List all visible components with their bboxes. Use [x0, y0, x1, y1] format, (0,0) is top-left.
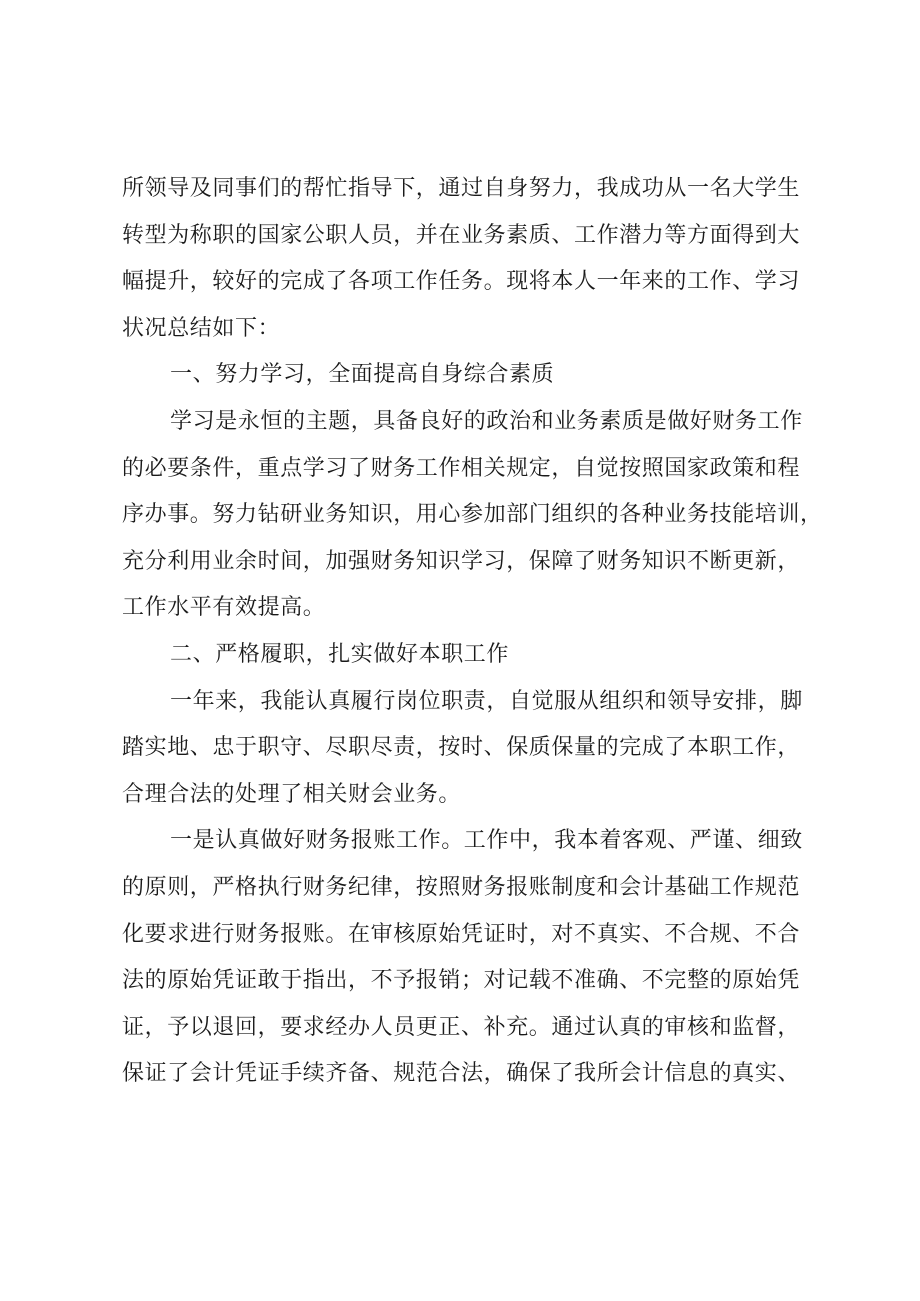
text-line: 的原则，严格执行财务纪律，按照财务报账制度和会计基础工作规范	[122, 874, 801, 900]
text-line: 状况总结如下：	[122, 315, 281, 341]
paragraph-start-line: 学习是永恒的主题，具备良好的政治和业务素质是做好财务工作	[170, 408, 803, 434]
text-line: 保证了会计凭证手续齐备、规范合法，确保了我所会计信息的真实、	[122, 1061, 801, 1087]
text-line: 合理合法的处理了相关财会业务。	[122, 781, 462, 807]
section-heading: 一、努力学习，全面提高自身综合素质	[170, 362, 555, 388]
text-line: 所领导及同事们的帮忙指导下，通过自身努力，我成功从一名大学生	[122, 176, 801, 201]
text-line: 证，予以退回，要求经办人员更正、补充。通过认真的审核和监督，	[122, 1014, 801, 1040]
text-line: 踏实地、忠于职守、尽职尽责，按时、保质保量的完成了本职工作，	[122, 735, 801, 761]
paragraph-start-line: 一年来，我能认真履行岗位职责，自觉服从组织和领导安排，脚	[170, 688, 803, 714]
text-line: 的必要条件，重点学习了财务工作相关规定，自觉按照国家政策和程	[122, 455, 801, 481]
text-line: 工作水平有效提高。	[122, 595, 326, 621]
text-line: 幅提升，较好的完成了各项工作任务。现将本人一年来的工作、学习	[122, 269, 801, 295]
text-line: 充分利用业余时间，加强财务知识学习，保障了财务知识不断更新，	[122, 548, 801, 574]
text-line: 序办事。努力钻研业务知识，用心参加部门组织的各种业务技能培训，	[122, 502, 823, 528]
paragraph-start-line: 一是认真做好财务报账工作。工作中，我本着客观、严谨、细致	[170, 828, 803, 854]
text-line: 化要求进行财务报账。在审核原始凭证时，对不真实、不合规、不合	[122, 921, 801, 947]
text-line: 法的原始凭证敢于指出，不予报销；对记载不准确、不完整的原始凭	[122, 968, 801, 994]
section-heading: 二、严格履职，扎实做好本职工作	[170, 641, 510, 667]
document-body	[122, 166, 842, 1098]
text-line: 转型为称职的国家公职人员，并在业务素质、工作潜力等方面得到大	[122, 222, 801, 248]
